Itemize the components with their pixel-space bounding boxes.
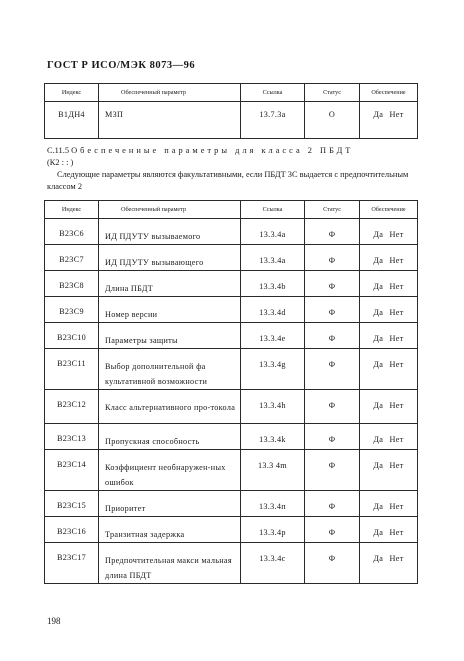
cell-status: Ф xyxy=(305,245,360,271)
table-body xyxy=(45,219,418,584)
cell-param: Коэффициент необнаружен-ных ошибок xyxy=(99,450,241,491)
table-header-row xyxy=(45,201,418,219)
cell-status: Ф xyxy=(305,349,360,390)
cell-param: Предпочтительная макси мальная длина ПБДТ xyxy=(99,543,241,584)
table-row xyxy=(45,349,418,390)
cell-index: B23C10 xyxy=(45,323,99,349)
table-row xyxy=(45,543,418,584)
cell-ref: 13.3.4h xyxy=(241,390,305,424)
cell-ref: 13.7.3а xyxy=(241,102,305,139)
cell-support: Да Нет xyxy=(360,245,418,271)
cell-index: B1ДН4 xyxy=(45,102,99,139)
table-header-row xyxy=(45,84,418,102)
cell-support: Да Нет xyxy=(360,424,418,450)
cell-status: Ф xyxy=(305,450,360,491)
cell-ref: 13.3.4р xyxy=(241,517,305,543)
section-note: Следующие параметры являются факультативными, если ПБДТ 3С выдается с предпочтительным классом 2 xyxy=(47,170,409,191)
table-row xyxy=(45,219,418,245)
cell-status: Ф xyxy=(305,297,360,323)
cell-param: Класс альтернативного про-токола xyxy=(99,390,241,424)
section-heading-cont: (К2 : : ) xyxy=(47,158,74,167)
table-row xyxy=(45,245,418,271)
cell-index: B23C14 xyxy=(45,450,99,491)
cell-support: Да Нет xyxy=(360,102,418,139)
cell-status: О xyxy=(305,102,360,139)
cell-param: Номер версии xyxy=(99,297,241,323)
cell-status: Ф xyxy=(305,491,360,517)
table-row xyxy=(45,271,418,297)
page-number: 198 xyxy=(47,616,61,626)
cell-index: B23C6 xyxy=(45,219,99,245)
cell-ref: 13.3.4d xyxy=(241,297,305,323)
col-header-param: Обеспеченный параметр xyxy=(99,201,241,219)
table-row xyxy=(45,424,418,450)
document-header: ГОСТ Р ИСО/МЭК 8073—96 xyxy=(47,60,196,71)
col-header-support: Обеспечение xyxy=(360,201,418,219)
table-row xyxy=(45,297,418,323)
table-row xyxy=(45,323,418,349)
cell-param: Длина ПБДТ xyxy=(99,271,241,297)
cell-ref: 13.3.4k xyxy=(241,424,305,450)
cell-ref: 13.3.4е xyxy=(241,323,305,349)
support-table-b23 xyxy=(44,200,418,584)
cell-index: B23C17 xyxy=(45,543,99,584)
cell-param: ИД ПДУТУ вызывающего xyxy=(99,245,241,271)
table-row xyxy=(45,390,418,424)
col-header-index: Индекс xyxy=(45,84,99,102)
section-number: С.11.5 xyxy=(47,146,70,155)
cell-ref: 13.3.4g xyxy=(241,349,305,390)
col-header-param: Обеспеченный параметр xyxy=(99,84,241,102)
cell-ref: 13.3 4m xyxy=(241,450,305,491)
cell-ref: 13.3.4с xyxy=(241,543,305,584)
table-row xyxy=(45,517,418,543)
cell-status: Ф xyxy=(305,323,360,349)
cell-param: Приоритет xyxy=(99,491,241,517)
col-header-status: Статус xyxy=(305,84,360,102)
cell-support: Да Нет xyxy=(360,517,418,543)
col-header-ref: Ссылка xyxy=(241,84,305,102)
cell-index: B23C9 xyxy=(45,297,99,323)
cell-param: Пропускная способность xyxy=(99,424,241,450)
cell-index: B23C8 xyxy=(45,271,99,297)
cell-support: Да Нет xyxy=(360,543,418,584)
cell-support: Да Нет xyxy=(360,390,418,424)
cell-param: Транзитная задержка xyxy=(99,517,241,543)
cell-index: B23C15 xyxy=(45,491,99,517)
cell-status: Ф xyxy=(305,219,360,245)
cell-param: Параметры защиты xyxy=(99,323,241,349)
cell-support: Да Нет xyxy=(360,297,418,323)
cell-status: Ф xyxy=(305,390,360,424)
cell-index: B23C12 xyxy=(45,390,99,424)
cell-status: Ф xyxy=(305,543,360,584)
cell-param: МЗП xyxy=(99,102,241,139)
cell-ref: 13.3.4а xyxy=(241,245,305,271)
table-row xyxy=(45,450,418,491)
col-header-support: Обеспечение xyxy=(360,84,418,102)
table-row xyxy=(45,491,418,517)
cell-support: Да Нет xyxy=(360,491,418,517)
cell-ref: 13.3.4п xyxy=(241,491,305,517)
cell-index: B23C11 xyxy=(45,349,99,390)
col-header-index: Индекс xyxy=(45,201,99,219)
section-heading xyxy=(47,145,417,157)
col-header-ref: Ссылка xyxy=(241,201,305,219)
table-row xyxy=(45,102,418,139)
section-title: Обеспеченные параметры для класса 2 ПБДТ xyxy=(71,146,354,155)
cell-index: B23C13 xyxy=(45,424,99,450)
cell-support: Да Нет xyxy=(360,450,418,491)
cell-support: Да Нет xyxy=(360,219,418,245)
cell-status: Ф xyxy=(305,424,360,450)
cell-param: ИД ПДУТУ вызываемого xyxy=(99,219,241,245)
cell-index: B23C7 xyxy=(45,245,99,271)
cell-ref: 13.3.4а xyxy=(241,219,305,245)
support-table-b1 xyxy=(44,83,418,139)
cell-support: Да Нет xyxy=(360,323,418,349)
cell-support: Да Нет xyxy=(360,349,418,390)
cell-support: Да Нет xyxy=(360,271,418,297)
cell-status: Ф xyxy=(305,271,360,297)
cell-param: Выбор дополнительной фа культативной возможности xyxy=(99,349,241,390)
cell-status: Ф xyxy=(305,517,360,543)
col-header-status: Статус xyxy=(305,201,360,219)
cell-index: B23C16 xyxy=(45,517,99,543)
cell-ref: 13.3.4b xyxy=(241,271,305,297)
